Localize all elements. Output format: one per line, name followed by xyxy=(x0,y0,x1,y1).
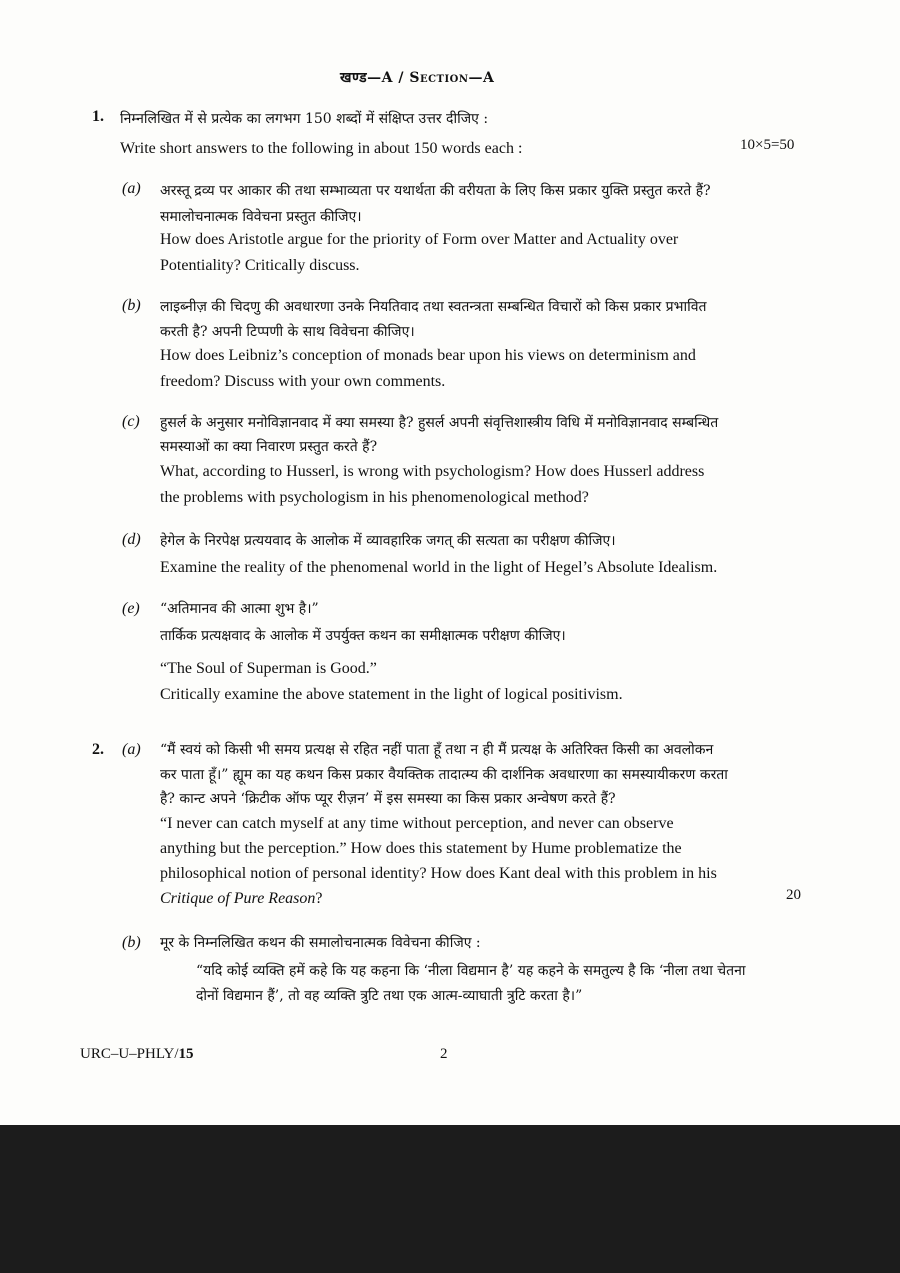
part-1a-label: (a) xyxy=(122,180,141,197)
part-2b-quote-line2: दोनों विद्यमान हैं’, तो वह व्यक्ति त्रुटि तथा एक आत्म-व्याघाती त्रुटि करता है।” xyxy=(196,988,583,1004)
question-1-instruction-hindi: निम्नलिखित में से प्रत्येक का लगभग 150 शब्दों में संक्षिप्त उत्तर दीजिए : xyxy=(120,111,489,127)
part-1b-english-line2: freedom? Discuss with your own comments. xyxy=(160,373,446,390)
section-heading xyxy=(340,68,494,87)
book-title: Critique of Pure Reason xyxy=(160,890,316,907)
part-1b-label: (b) xyxy=(122,297,141,314)
part-2b-hindi-intro: मूर के निम्नलिखित कथन की समालोचनात्मक विवेचना कीजिए : xyxy=(160,935,481,951)
part-2b-label: (b) xyxy=(122,934,141,951)
part-2a-hindi-line1: “मैं स्वयं को किसी भी समय प्रत्यक्ष से रहित नहीं पाता हूँ तथा न ही मैं प्रत्यक्ष के अतिरिक्त किसी का अवलोकन xyxy=(160,742,714,758)
part-1a-english-line2: Potentiality? Critically discuss. xyxy=(160,257,360,274)
part-2a-english-line4 xyxy=(160,886,323,912)
page-number: 2 xyxy=(440,1046,448,1062)
part-2b-quote-line1: “यदि कोई व्यक्ति हमें कहे कि यह कहना कि ‘नीला विद्यमान है’ यह कहने के समतुल्य है कि ‘नीला तथा चेतना xyxy=(196,963,746,979)
part-1d-english-line1: Examine the reality of the phenomenal world in the light of Hegel’s Absolute Idealism. xyxy=(160,559,718,576)
part-1b-hindi-line1: लाइब्नीज़ की चिदणु की अवधारणा उनके नियतिवाद तथा स्वतन्त्रता सम्बन्धित विचारों को किस प्रकार प्रभावित xyxy=(160,299,707,315)
part-1c-hindi-line1: हुसर्ल के अनुसार मनोविज्ञानवाद में क्या समस्या है? हुसर्ल अपनी संवृत्तिशास्त्रीय विधि में मनोविज्ञानवाद सम्बन्धित xyxy=(160,415,719,431)
part-1d-hindi-line1: हेगेल के निरपेक्ष प्रत्ययवाद के आलोक में व्यावहारिक जगत् की सत्यता का परीक्षण कीजिए। xyxy=(160,533,616,549)
section-heading-english: Section—A xyxy=(409,70,495,86)
part-2a-english-line3: philosophical notion of personal identity? How does Kant deal with this problem in his xyxy=(160,865,717,882)
question-1-instruction-english: Write short answers to the following in about 150 words each : xyxy=(120,140,523,157)
part-2a-label: (a) xyxy=(122,741,141,758)
part-1e-english-line1: “The Soul of Superman is Good.” xyxy=(160,660,377,677)
section-heading-hindi: खण्ड—A xyxy=(340,70,393,86)
part-1a-english-line1: How does Aristotle argue for the priority of Form over Matter and Actuality over xyxy=(160,231,679,248)
part-1b-hindi-line2: करती है? अपनी टिप्पणी के साथ विवेचना कीजिए। xyxy=(160,324,415,340)
part-1b-english-line1: How does Leibniz’s conception of monads bear upon his views on determinism and xyxy=(160,347,696,364)
section-heading-separator: / xyxy=(398,70,404,86)
part-2a-hindi-line2: कर पाता हूँ।” ह्यूम का यह कथन किस प्रकार वैयक्तिक तादात्म्य की दार्शनिक अवधारणा का समस्यायीकरण करता xyxy=(160,767,728,783)
part-1c-english-line1: What, according to Husserl, is wrong with psychologism? How does Husserl address xyxy=(160,463,705,480)
part-2a-hindi-line3: है? कान्ट अपने ‘क्रिटीक ऑफ प्यूर रीज़न’ में इस समस्या का किस प्रकार अन्वेषण करते हैं? xyxy=(160,791,616,807)
part-2a-english-line1: “I never can catch myself at any time without perception, and never can observe xyxy=(160,815,674,832)
part-1e-hindi-line1: “अतिमानव की आत्मा शुभ है।” xyxy=(160,601,319,617)
part-1a-hindi-line1: अरस्तू द्रव्य पर आकार की तथा सम्भाव्यता पर यथार्थता की वरीयता के लिए किस प्रकार युक्ति प्रस्तुत करते हैं? xyxy=(160,183,711,199)
part-1e-english-line2: Critically examine the above statement in the light of logical positivism. xyxy=(160,686,623,703)
part-1c-english-line2: the problems with psychologism in his phenomenological method? xyxy=(160,489,589,506)
question-2-number: 2. xyxy=(92,741,104,758)
part-1a-hindi-line2: समालोचनात्मक विवेचना प्रस्तुत कीजिए। xyxy=(160,209,362,225)
paper-code xyxy=(80,1046,194,1063)
part-2a-marks: 20 xyxy=(786,887,801,903)
question-1-number: 1. xyxy=(92,108,104,125)
part-1e-hindi-line2: तार्किक प्रत्यक्षवाद के आलोक में उपर्युक्त कथन का समीक्षात्मक परीक्षण कीजिए। xyxy=(160,628,566,644)
paper-code-number: 15 xyxy=(178,1046,194,1062)
part-1e-label: (e) xyxy=(122,600,140,617)
part-1d-label: (d) xyxy=(122,531,141,548)
paper-code-prefix: URC–U–PHLY/ xyxy=(80,1046,179,1062)
question-1-marks: 10×5=50 xyxy=(740,137,795,153)
part-1c-label: (c) xyxy=(122,413,140,430)
scan-dark-edge xyxy=(0,1125,900,1273)
book-title-punct: ? xyxy=(315,890,323,907)
part-1c-hindi-line2: समस्याओं का क्या निवारण प्रस्तुत करते हैं? xyxy=(160,439,378,455)
part-2a-english-line2: anything but the perception.” How does this statement by Hume problematize the xyxy=(160,840,682,857)
